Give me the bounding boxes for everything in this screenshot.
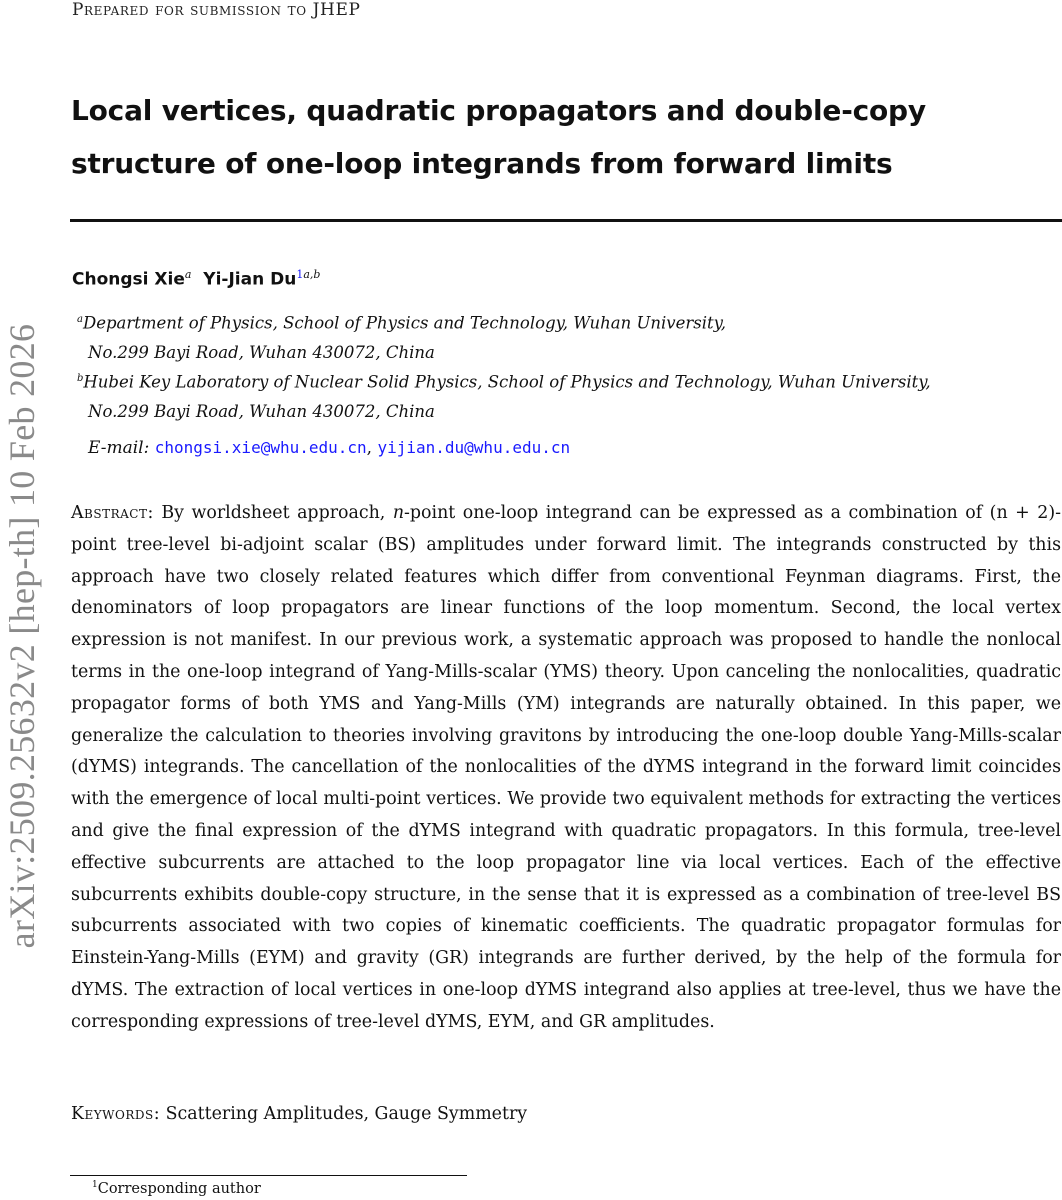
affil-line: Department of Physics, School of Physics and Technology, Wuhan University, bbox=[82, 313, 727, 333]
email-label: E-mail: bbox=[88, 438, 150, 458]
author-name: Yi-Jian Du bbox=[203, 269, 297, 290]
footnote-link[interactable]: 1 bbox=[296, 268, 304, 281]
affil-mark: a bbox=[77, 314, 83, 325]
abstract-math: n bbox=[392, 503, 405, 523]
abstract-math: (n + 2) bbox=[989, 503, 1056, 523]
journal-header: Prepared for submission to JHEP bbox=[72, 0, 361, 20]
abstract-text: -point tree-level bi-adjoint scalar (BS) amplitudes under forward limit. The integrands constructed by this approach have two closely related features which differ from conventional Feynman diagrams. First, the denominators of loop propagators are linear functions of the loop momentum. Second, the local vertex expression is not manifest. In our previous work, a systematic approach was proposed to handle the nonlocal terms in the one-loop integrand of Yang-Mills-scalar (YMS) theory. Upon canceling the nonlocalities, quadratic propagator forms of both YMS and Yang-Mills (YM) integrands are naturally obtained. In this paper, we generalize the calculation to theories involving gravitons by introducing the one-loop double Yang-Mills-scalar (dYMS) integrands. The cancellation of the nonlocalities of the dYMS integrand in the forward limit coincides with the emergence of local multi-point vertices. We provide two equivalent methods for extracting the vertices and give the final expression of the dYMS integrand with quadratic propagators. In this formula, tree-level effective subcurrents are attached to the loop propagator line via local vertices. Each of the effective subcurrents exhibits double-copy structure, in the sense that it is expressed as a combination of tree-level BS subcurrents associated with two copies of kinematic coefficients. The quadratic propagator formulas for Einstein-Yang-Mills (EYM) and gravity (GR) integrands are further derived, by the help of the formula for dYMS. The extraction of local vertices in one-loop dYMS integrand also applies at tree-level, thus we have the corresponding expressions of tree-level dYMS, EYM, and GR amplitudes. bbox=[71, 503, 1061, 1032]
affil-line: Hubei Key Laboratory of Nuclear Solid Physics, School of Physics and Technology, Wuhan University, bbox=[83, 372, 931, 392]
paper-title: Local vertices, quadratic propagators and double-copy structure of one-loop integrands from forward limits bbox=[71, 94, 926, 180]
affil-line: No.299 Bayi Road, Wuhan 430072, China bbox=[88, 401, 435, 421]
keywords bbox=[71, 1104, 527, 1124]
email-separator: , bbox=[366, 438, 373, 458]
abstract bbox=[71, 498, 1061, 1039]
footnote-text: Corresponding author bbox=[97, 1180, 261, 1197]
affiliation-b bbox=[77, 364, 1057, 426]
email-line bbox=[88, 438, 570, 458]
affiliation-a bbox=[77, 305, 1057, 367]
author-affil-mark: a bbox=[184, 268, 192, 281]
author-list bbox=[72, 268, 320, 290]
arxiv-stamp bbox=[0, 286, 44, 986]
author-name: Chongsi Xie bbox=[72, 269, 185, 290]
title-rule bbox=[70, 219, 1062, 222]
footnote-rule bbox=[70, 1175, 467, 1176]
email-link[interactable]: yijian.du@whu.edu.cn bbox=[377, 438, 571, 457]
footnote bbox=[92, 1180, 261, 1197]
affil-line: No.299 Bayi Road, Wuhan 430072, China bbox=[88, 342, 435, 362]
keywords-label: Keywords: bbox=[71, 1104, 161, 1124]
abstract-text: By worldsheet approach, bbox=[161, 503, 393, 523]
email-link[interactable]: chongsi.xie@whu.edu.cn bbox=[154, 438, 367, 457]
affil-mark: b bbox=[77, 373, 84, 384]
arxiv-stamp-text: arXiv:2509.25632v2 [hep-th] 10 Feb 2026 bbox=[2, 323, 42, 949]
abstract-label: Abstract: bbox=[71, 503, 154, 523]
keywords-text: Scattering Amplitudes, Gauge Symmetry bbox=[165, 1104, 528, 1124]
footnote-mark: 1 bbox=[92, 1180, 98, 1190]
author-affil-mark: a,b bbox=[303, 268, 321, 281]
abstract-text: -point one-loop integrand can be expressed as a combination of bbox=[404, 503, 990, 523]
